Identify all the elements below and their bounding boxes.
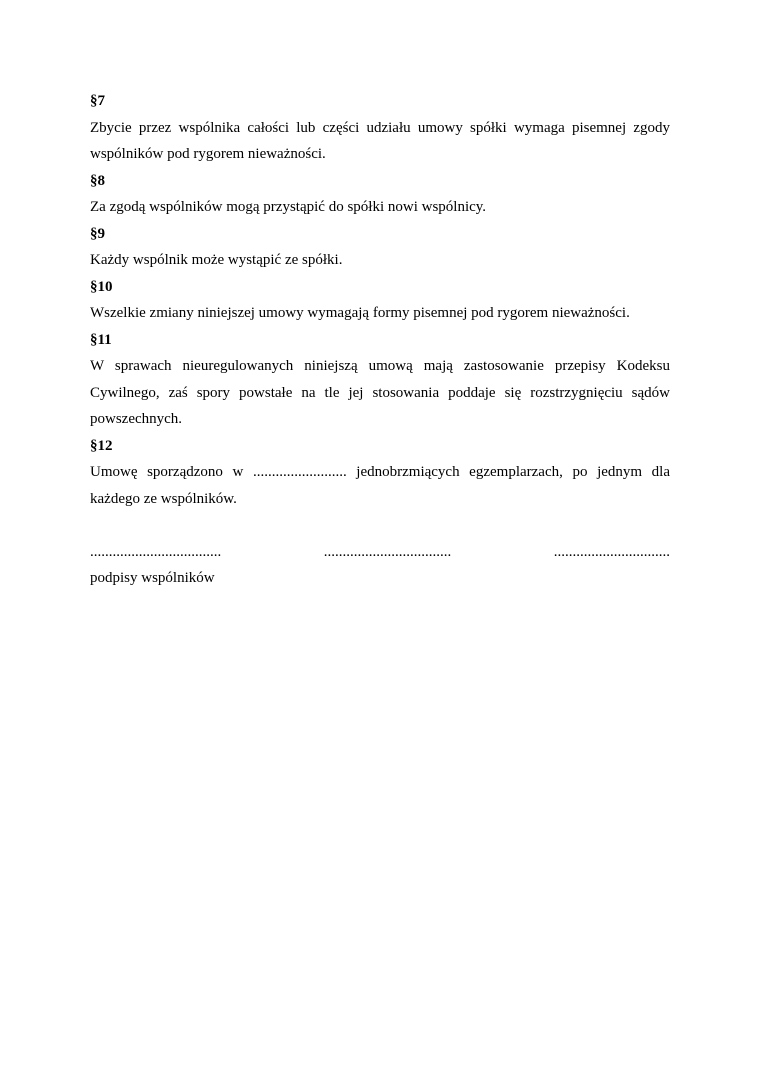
section-7-text: Zbycie przez wspólnika całości lub części udziału umowy spółki wymaga pisemnej zgody wspólników pod rygorem nieważności. <box>90 119 670 162</box>
signature-line-3: ............................... <box>553 543 670 560</box>
section-10-text: Wszelkie zmiany niniejszej umowy wymagają formy pisemnej pod rygorem nieważności. <box>90 305 630 321</box>
section-7-heading: §7 <box>90 93 105 109</box>
section-8-text: Za zgodą wspólników mogą przystąpić do spółki nowi wspólnicy. <box>90 199 487 215</box>
section-12-text: Umowę sporządzono w ......................... jednobrzmiących egzemplarzach, po jednym dla każdego ze wspólników. <box>90 464 670 507</box>
section-11-heading: §11 <box>90 331 112 348</box>
section-11-text: W sprawach nieuregulowanych niniejszą umową mają zastosowanie przepisy Kodeksu Cywilnego, zaś spory powstałe na tle jej stosowania poddaje się rozstrzygnięciu sądów powszechnych. <box>90 358 670 427</box>
section-10-heading: §10 <box>90 278 113 295</box>
signature-line-2: .................................. <box>323 543 452 560</box>
signature-lines <box>90 539 670 566</box>
section-12-heading: §12 <box>90 437 113 454</box>
section-8-heading: §8 <box>90 172 105 189</box>
signature-line-1: ................................... <box>90 543 222 560</box>
signature-caption: podpisy wspólników <box>90 570 215 586</box>
document-page <box>90 88 670 592</box>
section-9-text: Każdy wspólnik może wystąpić ze spółki. <box>90 252 343 268</box>
section-9-heading: §9 <box>90 225 105 242</box>
